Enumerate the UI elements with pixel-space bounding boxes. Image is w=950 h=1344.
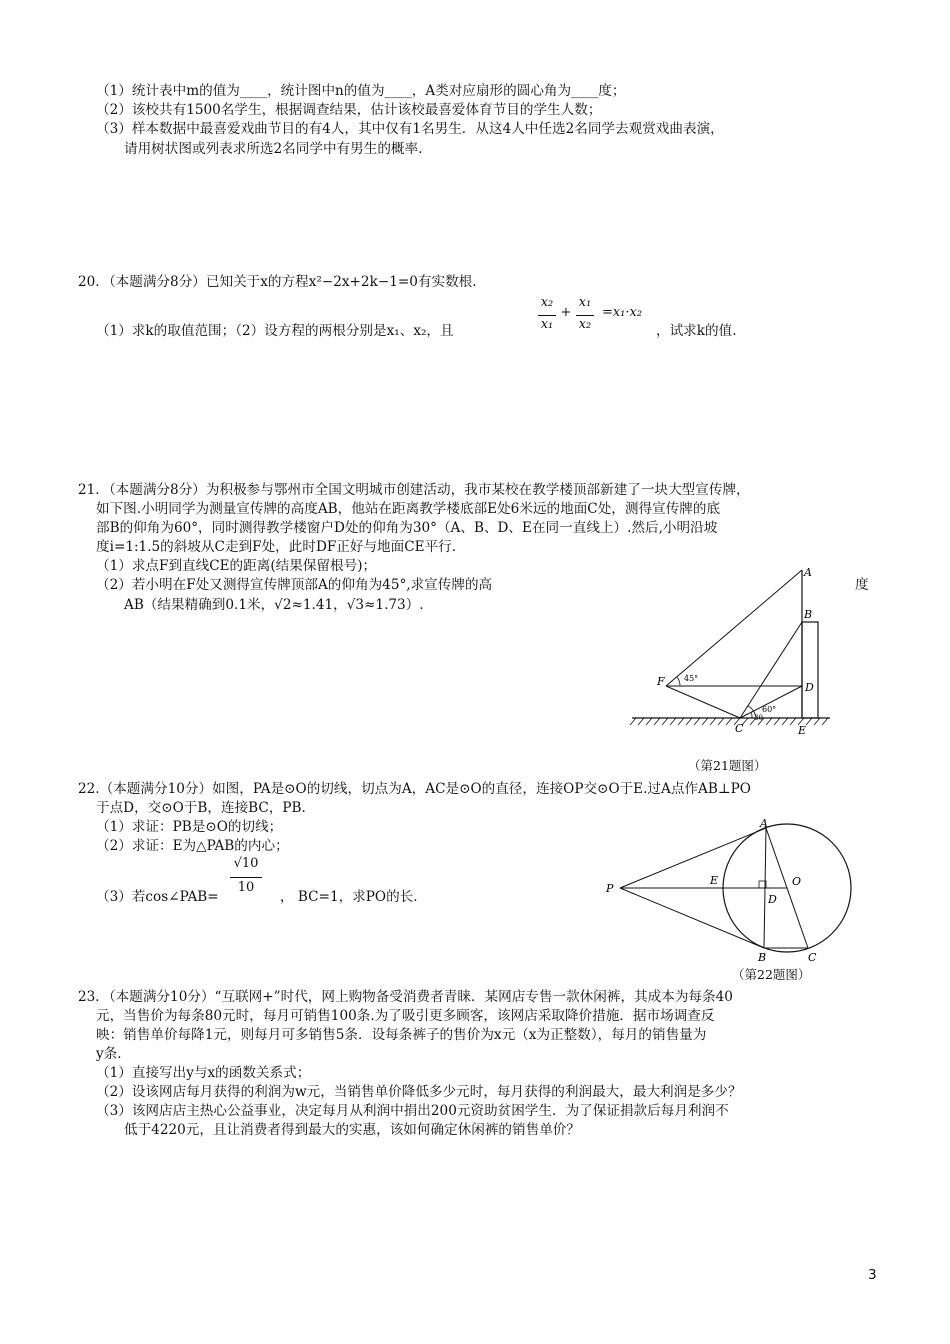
q22-frac-den: 10 xyxy=(237,880,255,895)
q20-frac2-num: x₁ xyxy=(578,295,592,310)
q23-line1: 23．（本题满分10分）“互联网+”时代，网上购物备受消费者青睐．某网店专售一款休闲裤，其成本为每条40 xyxy=(78,989,733,1005)
q20-frac2-den: x₂ xyxy=(578,317,592,332)
q20-stem: 20．（本题满分8分）已知关于x的方程x²−2x+2k−1=0有实数根. xyxy=(78,274,477,290)
q22-part1: （1）求证：PB是⊙O的切线； xyxy=(96,819,283,835)
q20-frac2-bar xyxy=(576,315,594,316)
page-number: 3 xyxy=(868,1267,877,1283)
q19-part2: （2）该校共有1500名学生，根据调查结果，估计该校最喜爱体育节目的学生人数； xyxy=(96,102,602,118)
q22-line2: 于点D，交⊙O于B，连接BC，PB. xyxy=(96,800,306,816)
q20-parts-end: ，试求k的值. xyxy=(656,323,737,339)
q20-frac1-num: x₂ xyxy=(540,295,554,310)
q22-label-d: D xyxy=(768,893,777,906)
q21-angle-30: 30 xyxy=(754,714,763,722)
q22-frac-num: √10 xyxy=(233,856,259,871)
q23-part3-line2: 低于4220元，且让消费者得到最大的实惠，该如何确定休闲裤的销售单价？ xyxy=(124,1122,580,1138)
q23-line2: 元，当售价为每条80元时，每月可销售100条.为了吸引更多顾客，该网店采取降价措施．据市场调查反 xyxy=(96,1008,715,1024)
q21-part2-du: 度 xyxy=(855,577,869,593)
q19-part1: （1）统计表中m的值为____，统计图中n的值为____，A类对应扇形的圆心角为____度； xyxy=(96,83,626,99)
q21-part1: （1）求点F到直线CE的距离(结果保留根号)； xyxy=(96,558,377,574)
q22-figure xyxy=(598,815,860,965)
q21-label-c: C xyxy=(735,722,744,735)
q21-angle-45: 45° xyxy=(684,674,699,683)
q21-angle-60: 60° xyxy=(762,705,777,714)
q22-cos-fraction xyxy=(228,856,264,900)
q20-plus: + xyxy=(560,305,572,320)
q21-part2-line2: AB（结果精确到0.1米，√2≈1.41，√3≈1.73）. xyxy=(124,597,424,613)
q22-caption: （第22题图） xyxy=(732,967,811,982)
q22-label-e: E xyxy=(710,874,719,887)
q21-line1: 21．（本题满分8分）为积极参与鄂州市全国文明城市创建活动，我市某校在教学楼顶部新建了一块大型宣传牌， xyxy=(78,482,750,498)
q21-line3: 部B的仰角为60°，同时测得教学楼窗户D处的仰角为30°（A、B、D、E在同一直线上）.然后,小明沿坡 xyxy=(96,520,718,536)
q20-parts: （1）求k的取值范围；（2）设方程的两根分别是x₁、x₂，且 xyxy=(96,323,454,339)
q23-part3-line1: （3）该网店店主热心公益事业，决定每月从利润中捐出200元资助贫困学生．为了保证捐款后每月利润不 xyxy=(96,1103,729,1119)
q21-line4: 度i=1:1.5的斜坡从C走到F处，此时DF正好与地面CE平行. xyxy=(96,539,457,555)
q21-part2-line1: （2）若小明在F处又测得宣传牌顶部A的仰角为45°,求宣传牌的高 xyxy=(96,577,493,593)
q19-part3-line2: 请用树状图或列表求所选2名同学中有男生的概率. xyxy=(124,141,423,157)
q22-part3-a: （3）若cos∠PAB= xyxy=(96,889,219,905)
q23-line4: y条. xyxy=(96,1046,122,1062)
q20-rhs: =x₁·x₂ xyxy=(601,305,643,320)
q21-caption: （第21题图） xyxy=(688,758,767,773)
q21-label-e: E xyxy=(798,724,807,737)
q22-label-c: C xyxy=(808,951,817,964)
q22-label-a: A xyxy=(760,817,768,830)
q21-label-b: B xyxy=(804,608,813,621)
q22-part3-b: ， BC=1，求PO的长. xyxy=(280,889,418,905)
q20-frac1-den: x₁ xyxy=(540,317,554,332)
q23-part1: （1）直接写出y与x的函数关系式； xyxy=(96,1065,311,1081)
q22-part2: （2）求证：E为△PAB的内心； xyxy=(96,838,289,854)
q22-label-b: B xyxy=(758,951,767,964)
q21-line2: 如下图.小明同学为测量宣传牌的高度AB，他站在距离教学楼底部E处6米远的地面C处，测得宣传牌的底 xyxy=(96,501,721,517)
q21-label-d: D xyxy=(805,681,814,694)
q21-label-a: A xyxy=(804,566,812,579)
q20-frac1-bar xyxy=(538,315,556,316)
q20-formula xyxy=(538,295,648,339)
q22-label-o: O xyxy=(792,875,802,888)
q21-figure xyxy=(620,560,850,750)
q22-frac-bar xyxy=(230,877,262,878)
q22-label-p: P xyxy=(606,882,614,895)
q19-part3-line1: （3）样本数据中最喜爱戏曲节目的有4人，其中仅有1名男生．从这4人中任选2名同学去观赏戏曲表演， xyxy=(96,121,724,137)
q23-line3: 映：销售单价每降1元，则每月可多销售5条．设每条裤子的售价为x元（x为正整数），每月的销售量为 xyxy=(96,1027,707,1043)
q23-part2: （2）设该网店每月获得的利润为w元，当销售单价降低多少元时，每月获得的利润最大，最大利润是多少？ xyxy=(96,1084,742,1100)
q22-line1: 22.（本题满分10分）如图，PA是⊙O的切线，切点为A，AC是⊙O的直径，连接OP交⊙O于E.过A点作AB⊥PO xyxy=(78,781,751,797)
q21-label-f: F xyxy=(657,675,665,688)
